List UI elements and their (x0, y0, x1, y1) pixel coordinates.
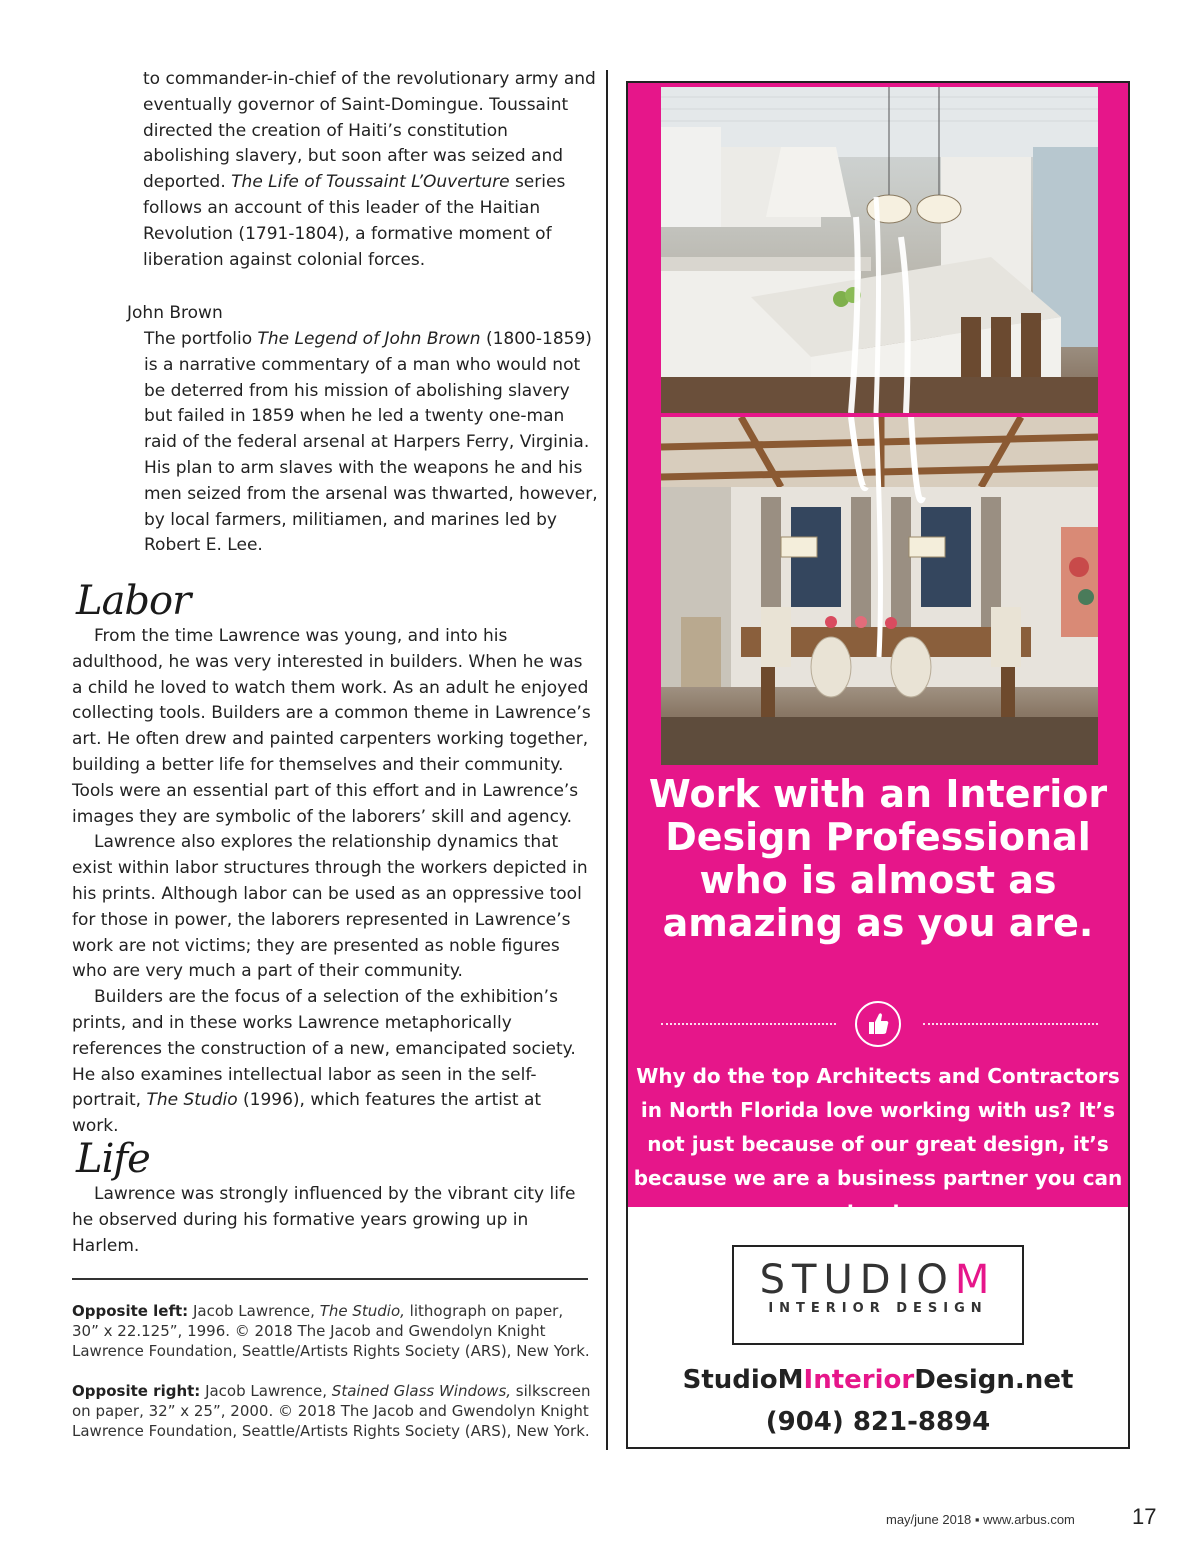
caption-left-title: The Studio, (319, 1302, 405, 1320)
thumbs-up-glyph (857, 1003, 899, 1045)
labor-heading: Labor (76, 578, 191, 624)
ad-divider (661, 999, 1098, 1049)
dining-room-illustration (661, 417, 1098, 765)
life-section (72, 1182, 592, 1259)
caption-right-text: Jacob Lawrence, (200, 1382, 332, 1400)
studio-m-logo (732, 1245, 1024, 1345)
toussaint-text-cont: series follows an account of this leader of the Haitian Revolution (1791-1804), a formative moment of liberation against colonial forces. (143, 172, 566, 270)
logo-m-text: M (954, 1257, 997, 1303)
labor-paragraph-1: From the time Lawrence was young, and into his adulthood, he was very interested in builders. When he was a child he loved to watch them work. As an adult he enjoyed collecting tools. Builders are a common theme in Lawrence’s art. He often drew and painted carpenters working together, building a better life for themselves and their community. Tools were an essential part of this effort and in Lawrence’s images they are symbolic of the laborers’ skill and agency. (72, 626, 591, 827)
caption-right-title: Stained Glass Windows, (331, 1382, 512, 1400)
labor-paragraph-3 (72, 985, 592, 1140)
caption-left-label: Opposite left: (72, 1302, 189, 1320)
toussaint-paragraph (143, 67, 598, 273)
ad-headline: Work with an Interior Design Professional who is almost as amazing as you are. (648, 772, 1108, 945)
life-heading: Life (76, 1136, 150, 1182)
toussaint-series-title: The Life of Toussaint L’Ouverture (231, 172, 510, 193)
toussaint-text: to commander-in-chief of the revolutionary army and eventually governor of Saint-Domingue. Toussaint directed the creation of Haiti’s constitution abolishing slavery, but soon after was seized and deported. (143, 69, 596, 193)
labor-p3-text-cont: (1996), which features the artist at work. (72, 1090, 542, 1137)
url-part-2: Interior (803, 1365, 915, 1395)
studio-m-advertisement (626, 81, 1130, 1449)
url-part-1: StudioM (682, 1365, 804, 1395)
logo-studio-text: STUDIO (759, 1257, 955, 1303)
caption-opposite-left (72, 1301, 592, 1361)
caption-left-text-cont: lithograph on paper, 30” x 22.125”, 1996. © 2018 The Jacob and Gwendolyn Knight Lawrence Foundation, Seattle/Artists Rights Society (ARS), New York. (72, 1302, 590, 1360)
caption-right-text-cont: silkscreen on paper, 32” x 25”, 2000. © 2018 The Jacob and Gwendolyn Knight Lawrence Foundation, Seattle/Artists Rights Society (ARS), New York. (72, 1382, 591, 1440)
labor-paragraph-2: Lawrence also explores the relationship dynamics that exist within labor structures through the workers depicted in his prints. Although labor can be used as an oppressive tool for those in power, the laborers represented in Lawrence’s work are not victims; they are presented as noble figures who are very much a part of their community. (72, 832, 588, 982)
footer-separator: ▪ (974, 1512, 980, 1527)
ad-subtext: Why do the top Architects and Contractors in North Florida love working with us? It’s not just because of our great design, it’s because we are a business partner you can (633, 1064, 1123, 1190)
logo-wordmark (734, 1257, 1022, 1303)
caption-left-text: Jacob Lawrence, (188, 1302, 320, 1320)
dotted-line-left (661, 1023, 836, 1025)
john-brown-paragraph (144, 327, 599, 559)
website-url[interactable] (628, 1365, 1128, 1395)
phone-number[interactable]: (904) 821-8894 (765, 1407, 991, 1437)
page-footer (886, 1512, 1075, 1527)
john-brown-text-cont: (1800-1859) is a narrative commentary of a man who would not be deterred from his mission of abolishing slavery but failed in 1859 when he led a twenty one-man raid of the federal arsenal at Harpers Ferry, Virginia. His plan to arm slaves with the weapons he and his men seized from the arsenal was thwarted, however, by local farmers, militiamen, and marines led by Robert E. Lee. (144, 329, 598, 556)
labor-section (72, 624, 592, 1140)
labor-p3-title: The Studio (146, 1090, 238, 1111)
kitchen-illustration (661, 87, 1098, 413)
john-brown-portfolio-title: The Legend of John Brown (257, 329, 481, 349)
url-part-3: Design.net (914, 1365, 1074, 1395)
caption-right-label: Opposite right: (72, 1382, 201, 1400)
footer-issue: may/june 2018 (886, 1512, 972, 1527)
ad-contact-panel (628, 1207, 1128, 1449)
kitchen-photo (661, 87, 1098, 413)
life-paragraph-1: Lawrence was strongly influenced by the vibrant city life he observed during his formative years growing up in Harlem. (72, 1184, 576, 1256)
caption-opposite-right (72, 1381, 592, 1441)
caption-divider (72, 1278, 588, 1280)
page-number: 17 (1132, 1504, 1157, 1529)
column-divider (606, 70, 608, 1450)
footer-site[interactable]: www.arbus.com (983, 1512, 1075, 1527)
dotted-line-right (923, 1023, 1098, 1025)
labor-p3-text: Builders are the focus of a selection of the exhibition’s prints, and in these works Lawrence metaphorically references the construction of a new, emancipated society. He also examines intellectual labor as seen in the self-portrait, (72, 987, 576, 1111)
logo-subtitle: INTERIOR DESIGN (768, 1301, 988, 1316)
thumbs-up-icon (855, 1001, 901, 1047)
john-brown-text: The portfolio (144, 329, 258, 349)
john-brown-heading: John Brown (127, 303, 223, 323)
dining-room-photo (661, 417, 1098, 765)
